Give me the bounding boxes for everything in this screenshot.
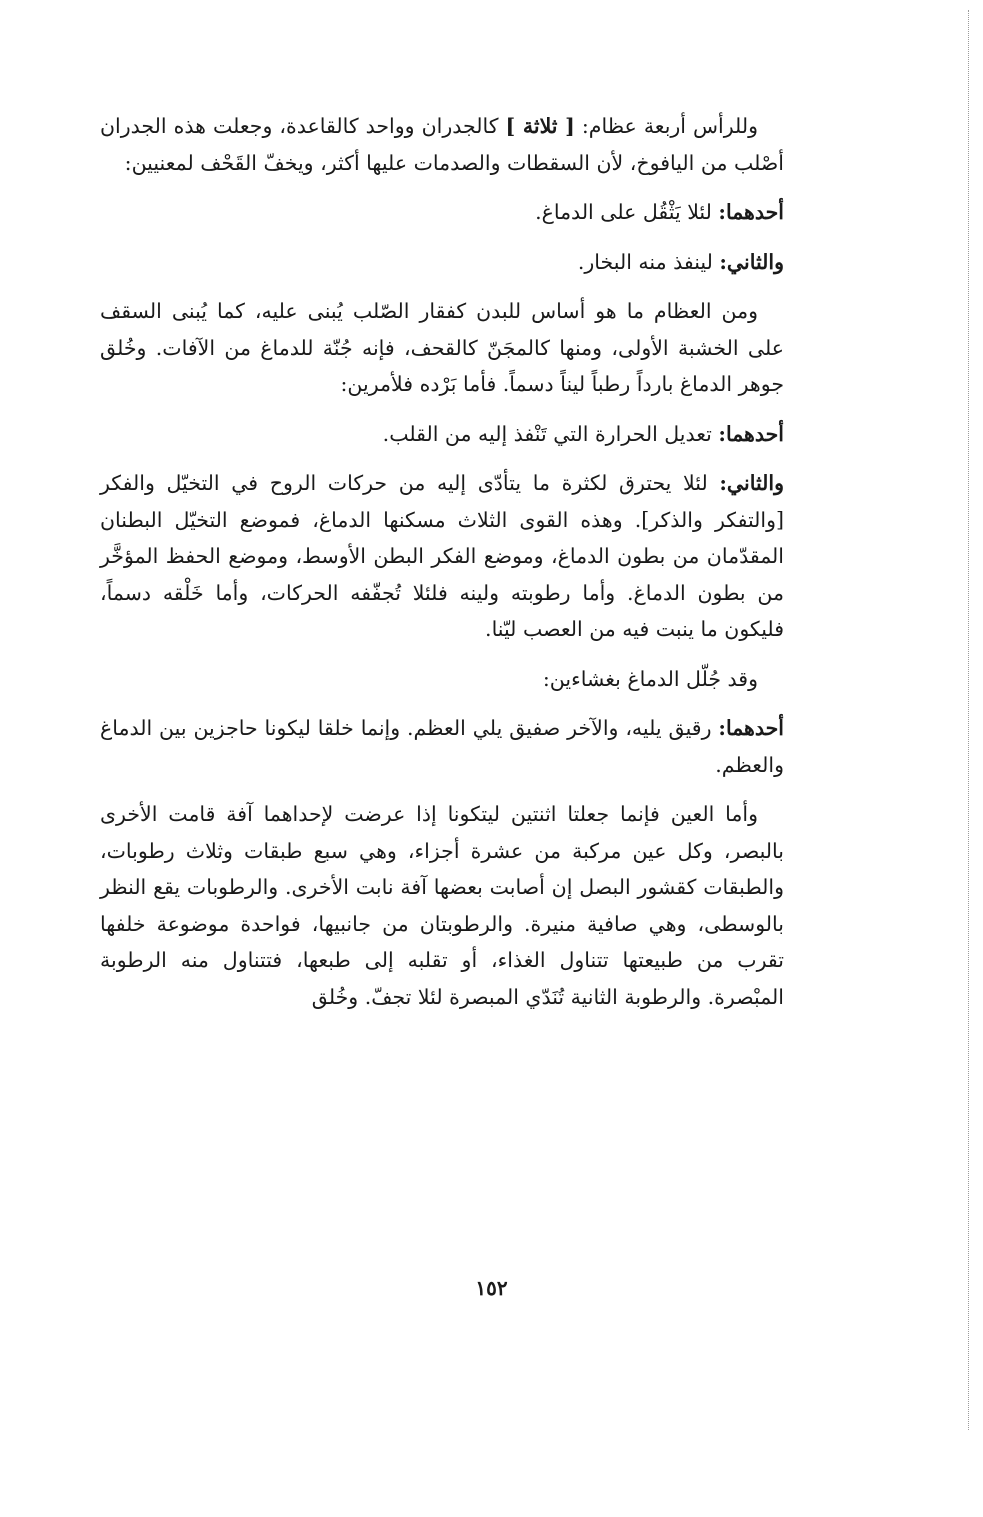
paragraph-eyes xyxy=(100,796,784,1015)
bracketed-bold-term: [ ثلاثة ] xyxy=(505,114,575,138)
paragraph-lead: أحدهما: xyxy=(718,200,784,224)
paragraph-text: وأما العين فإنما جعلتا اثنتين ليتكونا إذا عرضت لإحداهما آفة قامت الأخرى بالبصر، وكل عين مركبة من عشرة أجزاء، وهي سبع طبقات وثلاث رطوبات، والطبقات كقشور البصل إن أصابت بعضها آفة نابت الأخرى. والرطوبات يقع النظر بالوسطى، وهي صافية منيرة. والرطوبتان من جانبيها، فواحدة موضوعة خلفها تقرب من طبيعتها تتناول الغذاء، أو تقلبه إلى طبعها، فتتناول منه الرطوبة المبْصرة. والرطوبة الثانية تُنَدّي المبصرة لئلا تجفّ. وخُلق xyxy=(100,802,784,1009)
paragraph-skull-bones xyxy=(100,108,784,181)
paragraph-lead: والثاني: xyxy=(719,471,784,495)
paragraph-second-reason xyxy=(100,244,784,281)
paragraph-text: رقيق يليه، والآخر صفيق يلي العظم. وإنما خلقا ليكونا حاجزين بين الدماغ والعظم. xyxy=(100,716,784,777)
paragraph-lead: أحدهما: xyxy=(718,716,784,740)
paragraph-lead: والثاني: xyxy=(719,249,784,274)
paragraph-coldness-first xyxy=(100,416,784,453)
paragraph-lead: أحدهما: xyxy=(718,421,784,446)
page-number: ١٥٢ xyxy=(475,1276,508,1300)
paragraph-text: كالجدران وواحد كالقاعدة، وجعلت هذه الجدران أصْلب من اليافوخ، لأن السقطات والصدمات عليها أكثر، ويخفّ القَحْف لمعنيين: xyxy=(100,114,784,175)
page-body xyxy=(100,108,784,1015)
paragraph-text: لئلا يحترق لكثرة ما يتأدّى إليه من حركات الروح في التخيّل والفكر [والتفكر والذكر]. وهذه القوى الثلاث مسكنها الدماغ، فموضع التخيّل البطنان المقدّمان من بطون الدماغ، وموضع الفكر البطن الأوسط، وموضع الحفظ المؤخَّر من بطون الدماغ. وأما رطوبته ولينه فلئلا تُجفّفه الحركات، وأما خَلْقه دسماً، فليكون ما ينبت فيه من العصب ليّنا. xyxy=(100,471,784,641)
paragraph-membranes-first xyxy=(100,710,784,783)
paragraph-text: وللرأس أربعة عظام: xyxy=(574,114,758,138)
paragraph-text: ومن العظام ما هو أساس للبدن كفقار الصّلب يُبنى عليه، كما يُبنى السقف على الخشبة الأولى، ومنها كالمجَنّ كالقحف، فإنه جُنّة للدماغ من الآفات. وخُلق جوهر الدماغ بارداً رطباً ليناً دسماً. فأما بَرْده فلأمرين: xyxy=(100,299,784,396)
paragraph-text: تعديل الحرارة التي تَنْفذ إليه من القلب. xyxy=(382,421,719,446)
paragraph-text: لينفذ منه البخار. xyxy=(577,249,720,274)
page-edge-line xyxy=(968,10,969,1430)
paragraph-coldness-second xyxy=(100,465,784,648)
paragraph-text: وقد جُلّل الدماغ بغشاءين: xyxy=(542,666,758,691)
paragraph-bones-foundation xyxy=(100,293,784,403)
paragraph-text: لئلا يَثْقُل على الدماغ. xyxy=(535,200,719,224)
paragraph-first-reason xyxy=(100,194,784,231)
paragraph-membranes xyxy=(100,661,784,698)
